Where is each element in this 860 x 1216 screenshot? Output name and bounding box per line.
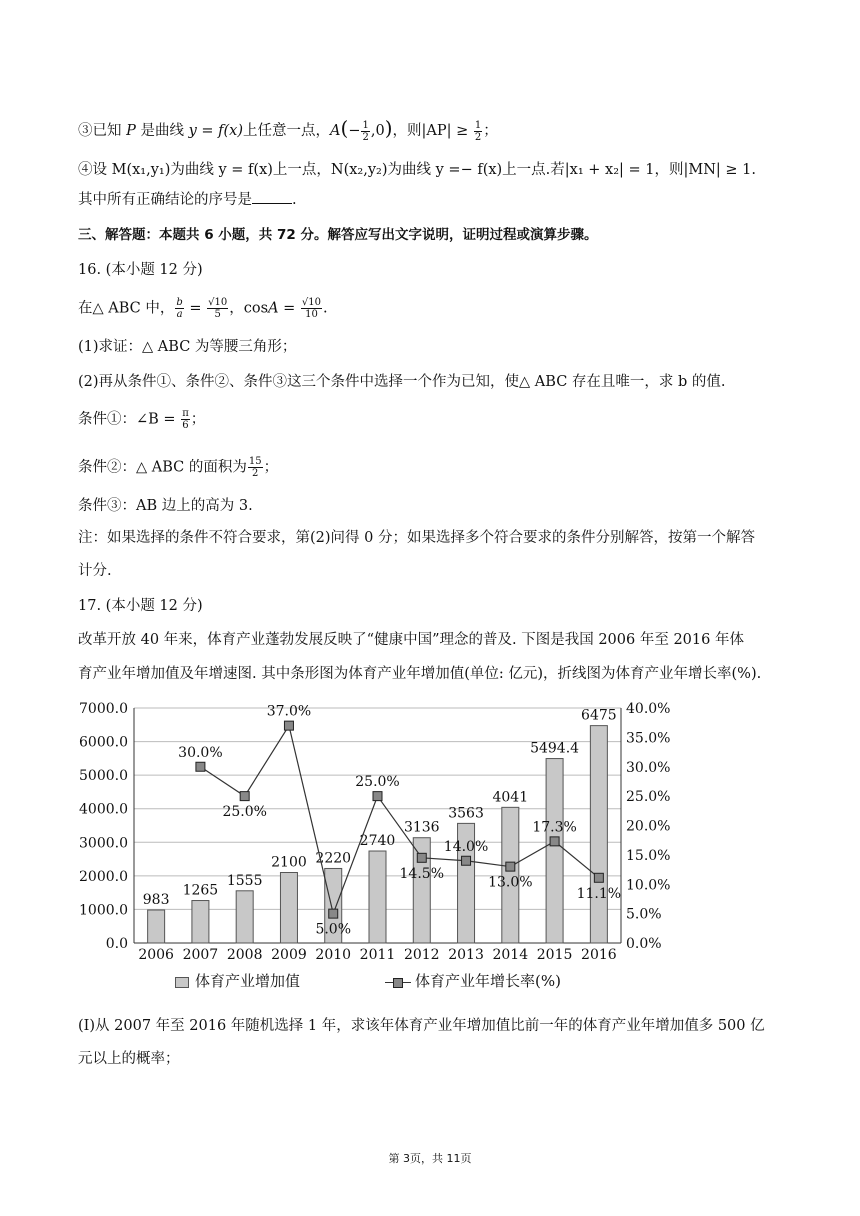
growth-rate-label: 14.0%	[443, 838, 489, 855]
growth-rate-label: 25.0%	[355, 774, 400, 791]
growth-rate-label: 5.0%	[315, 921, 352, 938]
item3-func: y = f(x)	[188, 123, 244, 139]
y-right-tick-label: 15.0%	[626, 847, 671, 864]
item3-frac-half: $\frac{1}{2}$	[362, 119, 369, 143]
answer-blank	[252, 191, 292, 204]
y-right-tick-label: 10.0%	[626, 877, 671, 894]
bar-value-label: 6475	[581, 707, 617, 724]
item3-text-h: ；	[483, 123, 498, 139]
q16-cond3: 条件③：AB 边上的高为 3.	[78, 498, 253, 514]
item3-var-p: P	[126, 123, 136, 139]
growth-rate-label: 14.5%	[399, 865, 445, 882]
bar-value-label: 983	[142, 891, 170, 908]
y-right-tick-label: 25.0%	[626, 789, 671, 806]
frac-r10-5: $\frac{√10}{5}$	[208, 297, 228, 320]
q16-part1: (1)求证：△ ABC 为等腰三角形；	[78, 339, 297, 355]
x-tick-label: 2016	[581, 947, 617, 963]
q17-stem-line2: 育产业年增加值及年增速图. 其中条形图为体育产业年增加值(单位: 亿元)，折线图为体育产业年增长率(%).	[78, 666, 762, 682]
y-right-tick-label: 35.0%	[626, 730, 671, 747]
x-tick-label: 2008	[226, 947, 263, 963]
x-tick-label: 2014	[492, 947, 529, 963]
growth-rate-label: 11.1%	[576, 885, 622, 902]
growth-rate-marker	[373, 792, 382, 801]
q15-conclusion	[78, 190, 297, 210]
item3-text-e: 上任意一点，	[243, 123, 331, 139]
bar-value-label: 2100	[271, 854, 307, 871]
growth-rate-label: 37.0%	[266, 703, 312, 720]
y-right-tick-label: 40.0%	[626, 701, 671, 717]
growth-rate-label: 13.0%	[488, 874, 533, 891]
item3-text-g: ，则|AP| ≥	[392, 123, 473, 139]
legend-line-swatch	[385, 976, 411, 988]
growth-rate-marker	[240, 792, 249, 801]
q17-title: 17. (本小题 12 分)	[78, 598, 203, 614]
growth-rate-marker	[594, 873, 603, 882]
y-right-tick-label: 0.0%	[626, 936, 662, 952]
x-tick-label: 2011	[359, 947, 396, 963]
bar	[236, 891, 253, 943]
q16-stem: 在△ ABC 中， $\frac{b}{a}$ = $\frac{√10}{5}$ ，cosA = $\frac{√10}{10}$ .	[78, 297, 328, 320]
item4-text: ④设 M(x₁,y₁)为曲线 y = f(x)上一点，N(x₂,y₂)为曲线 y =− f(x)上一点.若|x₁ + x₂| = 1，则|MN| ≥ 1.	[78, 162, 757, 178]
frac-r10-10: $\frac{√10}{10}$	[301, 297, 322, 320]
growth-rate-marker	[284, 721, 293, 730]
growth-rate-marker	[550, 837, 559, 846]
cond1-text: 条件①：∠B =	[78, 411, 181, 428]
bar-value-label: 1555	[226, 872, 263, 889]
bar-value-label: 5494.4	[530, 740, 580, 757]
x-tick-label: 2006	[138, 947, 174, 963]
bar-value-label: 3136	[403, 819, 440, 836]
x-tick-label: 2012	[403, 947, 440, 963]
bar-value-label: 2220	[315, 850, 352, 867]
bar	[148, 910, 165, 943]
conclusion-period: .	[292, 192, 297, 208]
q17-stem-line1: 改革开放 40 年来，体育产业蓬勃发展反映了“健康中国”理念的普及. 下图是我国 2006 年至 2016 年体	[78, 632, 744, 648]
growth-rate-label: 25.0%	[222, 804, 267, 821]
x-tick-label: 2007	[182, 947, 219, 963]
y-left-tick-label: 5000.0	[79, 768, 128, 785]
cond2-text: 条件②：△ ABC 的面积为	[78, 459, 247, 476]
bar	[280, 873, 297, 944]
legend-line-label: 体育产业年增长率(%)	[415, 972, 561, 990]
growth-rate-label: 17.3%	[532, 819, 577, 836]
q16-cond1	[78, 408, 205, 431]
growth-rate-marker	[417, 853, 426, 862]
frac-b-over-a: $\frac{b}{a}$	[176, 297, 183, 320]
item3-text-c: 是曲线	[135, 123, 189, 139]
q15-item4	[78, 160, 756, 180]
q16-part2: (2)再从条件①、条件②、条件③这三个条件中选择一个作为已知，使△ ABC 存在且唯一，求 b 的值.	[78, 374, 726, 390]
bar	[590, 726, 607, 943]
q17-part1-line1: (Ⅰ)从 2007 年至 2016 年随机选择 1 年，求该年体育产业年增加值比前一年的体育产业年增加值多 500 亿	[78, 1018, 765, 1034]
bar-value-label: 1265	[182, 882, 219, 899]
bar-value-label: 3563	[448, 805, 484, 822]
y-left-tick-label: 2000.0	[79, 868, 128, 885]
x-tick-label: 2010	[315, 947, 352, 963]
q16-note-line2: 计分.	[78, 563, 112, 579]
y-left-tick-label: 6000.0	[79, 734, 128, 751]
y-right-tick-label: 5.0%	[626, 906, 662, 923]
y-left-tick-label: 3000.0	[79, 835, 128, 852]
bar	[369, 851, 386, 943]
item3-frac-half-2: $\frac{1}{2}$	[474, 119, 482, 143]
legend-line	[385, 970, 561, 991]
page-footer: 第 3页，共 11页	[388, 1152, 472, 1165]
growth-rate-marker	[462, 856, 471, 865]
y-left-tick-label: 0.0	[105, 936, 128, 952]
legend-bar-swatch	[175, 977, 189, 988]
bar	[192, 901, 209, 943]
conclusion-text: 其中所有正确结论的序号是	[78, 192, 252, 208]
bar-value-label: 2740	[359, 833, 396, 850]
growth-rate-label: 30.0%	[178, 744, 223, 761]
growth-rate-marker	[196, 762, 205, 771]
q15-item3: ③已知 P 是曲线 y = f(x)上任意一点，A(− $\frac{1}{2}$ ,0)，则|AP| ≥ $\frac{1}{2}$ ；	[78, 116, 498, 143]
q16-note-line1: 注：如果选择的条件不符合要求，第(2)问得 0 分；如果选择多个符合要求的条件分别解答，按第一个解答	[78, 530, 755, 546]
cond1-end: ；	[190, 411, 206, 428]
legend-bar-label: 体育产业增加值	[195, 972, 301, 990]
bar	[546, 759, 563, 943]
y-right-tick-label: 20.0%	[626, 818, 671, 835]
item3-var-a: A	[330, 123, 341, 139]
cond2-end: ；	[263, 459, 279, 476]
sports-industry-chart	[78, 692, 678, 967]
y-right-tick-label: 30.0%	[626, 759, 671, 776]
growth-rate-marker	[329, 909, 338, 918]
q16-title: 16. (本小题 12 分)	[78, 262, 203, 278]
x-tick-label: 2013	[448, 947, 484, 963]
x-tick-label: 2015	[536, 947, 573, 963]
y-left-tick-label: 1000.0	[79, 902, 128, 919]
q17-part1-line2: 元以上的概率；	[78, 1051, 180, 1067]
y-left-tick-label: 7000.0	[79, 701, 128, 717]
frac-15-2: $\frac{15}{2}$	[248, 456, 262, 479]
q16-cond2	[78, 456, 278, 479]
frac-pi-6: $\frac{\pi}{6}$	[182, 408, 189, 431]
growth-rate-marker	[506, 862, 515, 871]
q16-stem-a: 在△ ABC 中，	[78, 300, 175, 317]
y-left-tick-label: 4000.0	[79, 801, 128, 818]
item3-text-a: ③已知	[78, 123, 127, 139]
legend-bar	[175, 970, 300, 991]
section3-heading: 三、解答题：本题共 6 小题，共 72 分。解答应写出文字说明，证明过程或演算步骤。	[78, 227, 598, 243]
bar-value-label: 4041	[492, 789, 529, 806]
x-tick-label: 2009	[271, 947, 307, 963]
